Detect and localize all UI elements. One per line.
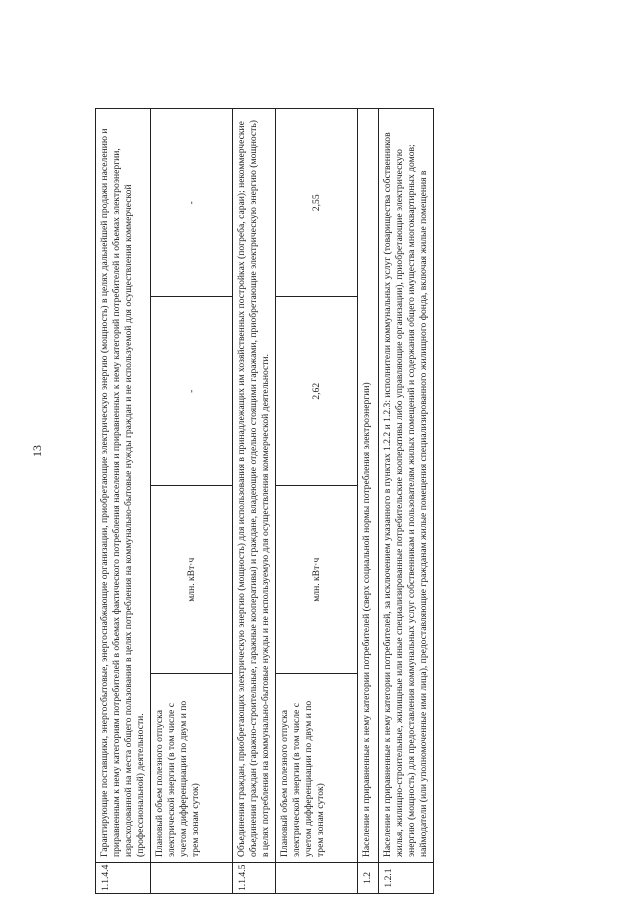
value-cell: - — [151, 297, 233, 486]
unit-cell: млн. кВт·ч — [151, 486, 233, 675]
row-number: 1.1.4.4 — [96, 863, 151, 894]
tariff-table-sheet — [95, 108, 629, 894]
row-description: Гарантирующие поставщики, энергосбытовые, энергоснабжающие организации, приобретающие электрическую энергию (мощность) в целях дальнейшей продажи населению и приравненным к нему категориям потребителей в объемах фактического потребления населения и приравненных к нему категорий потребителей и объемах электроэнергии, израсходованной на места общего пользования в целях потребления на коммунально-бытовые нужды граждан и не используемой для осуществления коммерческой (профессиональной) деятельности. — [96, 109, 151, 863]
indicator-label: Плановый объем полезного отпуска электрической энергии (в том числе с учетом дифференциации по двум и по трем зонам суток) — [276, 674, 358, 863]
tariff-table — [95, 108, 434, 894]
table-row — [151, 109, 233, 894]
table-row — [233, 109, 276, 894]
row-description: Объединения граждан, приобретающих электрическую энергию (мощность) для использования в принадлежащих им хозяйственных постройках (погреба, сараи); некоммерческие объединения граждан (гаражно-строительные, гаражные кооперативы) и граждане, владеющие отдельно стоящими гаражами, приобретающие электрическую энергию (мощность) в целях потребления на коммунально-бытовые нужды и не используемую для осуществления коммерческой деятельности. — [233, 109, 276, 863]
rotated-table-container — [95, 108, 629, 894]
value-cell: 2,55 — [276, 109, 358, 298]
table-row — [96, 109, 151, 894]
table-row — [379, 109, 434, 894]
row-description: Население и приравненные к нему категории потребителей (сверх социальной нормы потребления электроэнергии) — [358, 109, 379, 863]
value-cell: - — [151, 109, 233, 298]
table-row — [358, 109, 379, 894]
row-number: 1.2 — [358, 863, 379, 894]
indicator-label: Плановый объем полезного отпуска электрической энергии (в том числе с учетом дифференциации по двум и по трем зонам суток) — [151, 674, 233, 863]
unit-cell: млн. кВт·ч — [276, 486, 358, 675]
value-cell: 2,62 — [276, 297, 358, 486]
row-description: Население и приравненные к нему категории потребителей, за исключением указанного в пунктах 1.2.2 и 1.2.3: исполнители коммунальных услуг (товарищества собственников жилья, жилищно-строительные, жилищные или иные специализированные потребительские кооперативы либо управляющие организации), приобретающие электрическую энергию (мощность) для предоставления коммунальных услуг собственникам и пользователям жилых помещений и содержания общего имущества многоквартирных домов; наймодатели (или уполномоченные ими лица), предоставляющие гражданам жилые помещения специализированного жилищного фонда, включая жилые помещения в — [379, 109, 434, 863]
table-row — [276, 109, 358, 894]
row-number: 1.1.4.5 — [233, 863, 276, 894]
page-number: 13 — [30, 445, 44, 457]
row-number: 1.2.1 — [379, 863, 434, 894]
